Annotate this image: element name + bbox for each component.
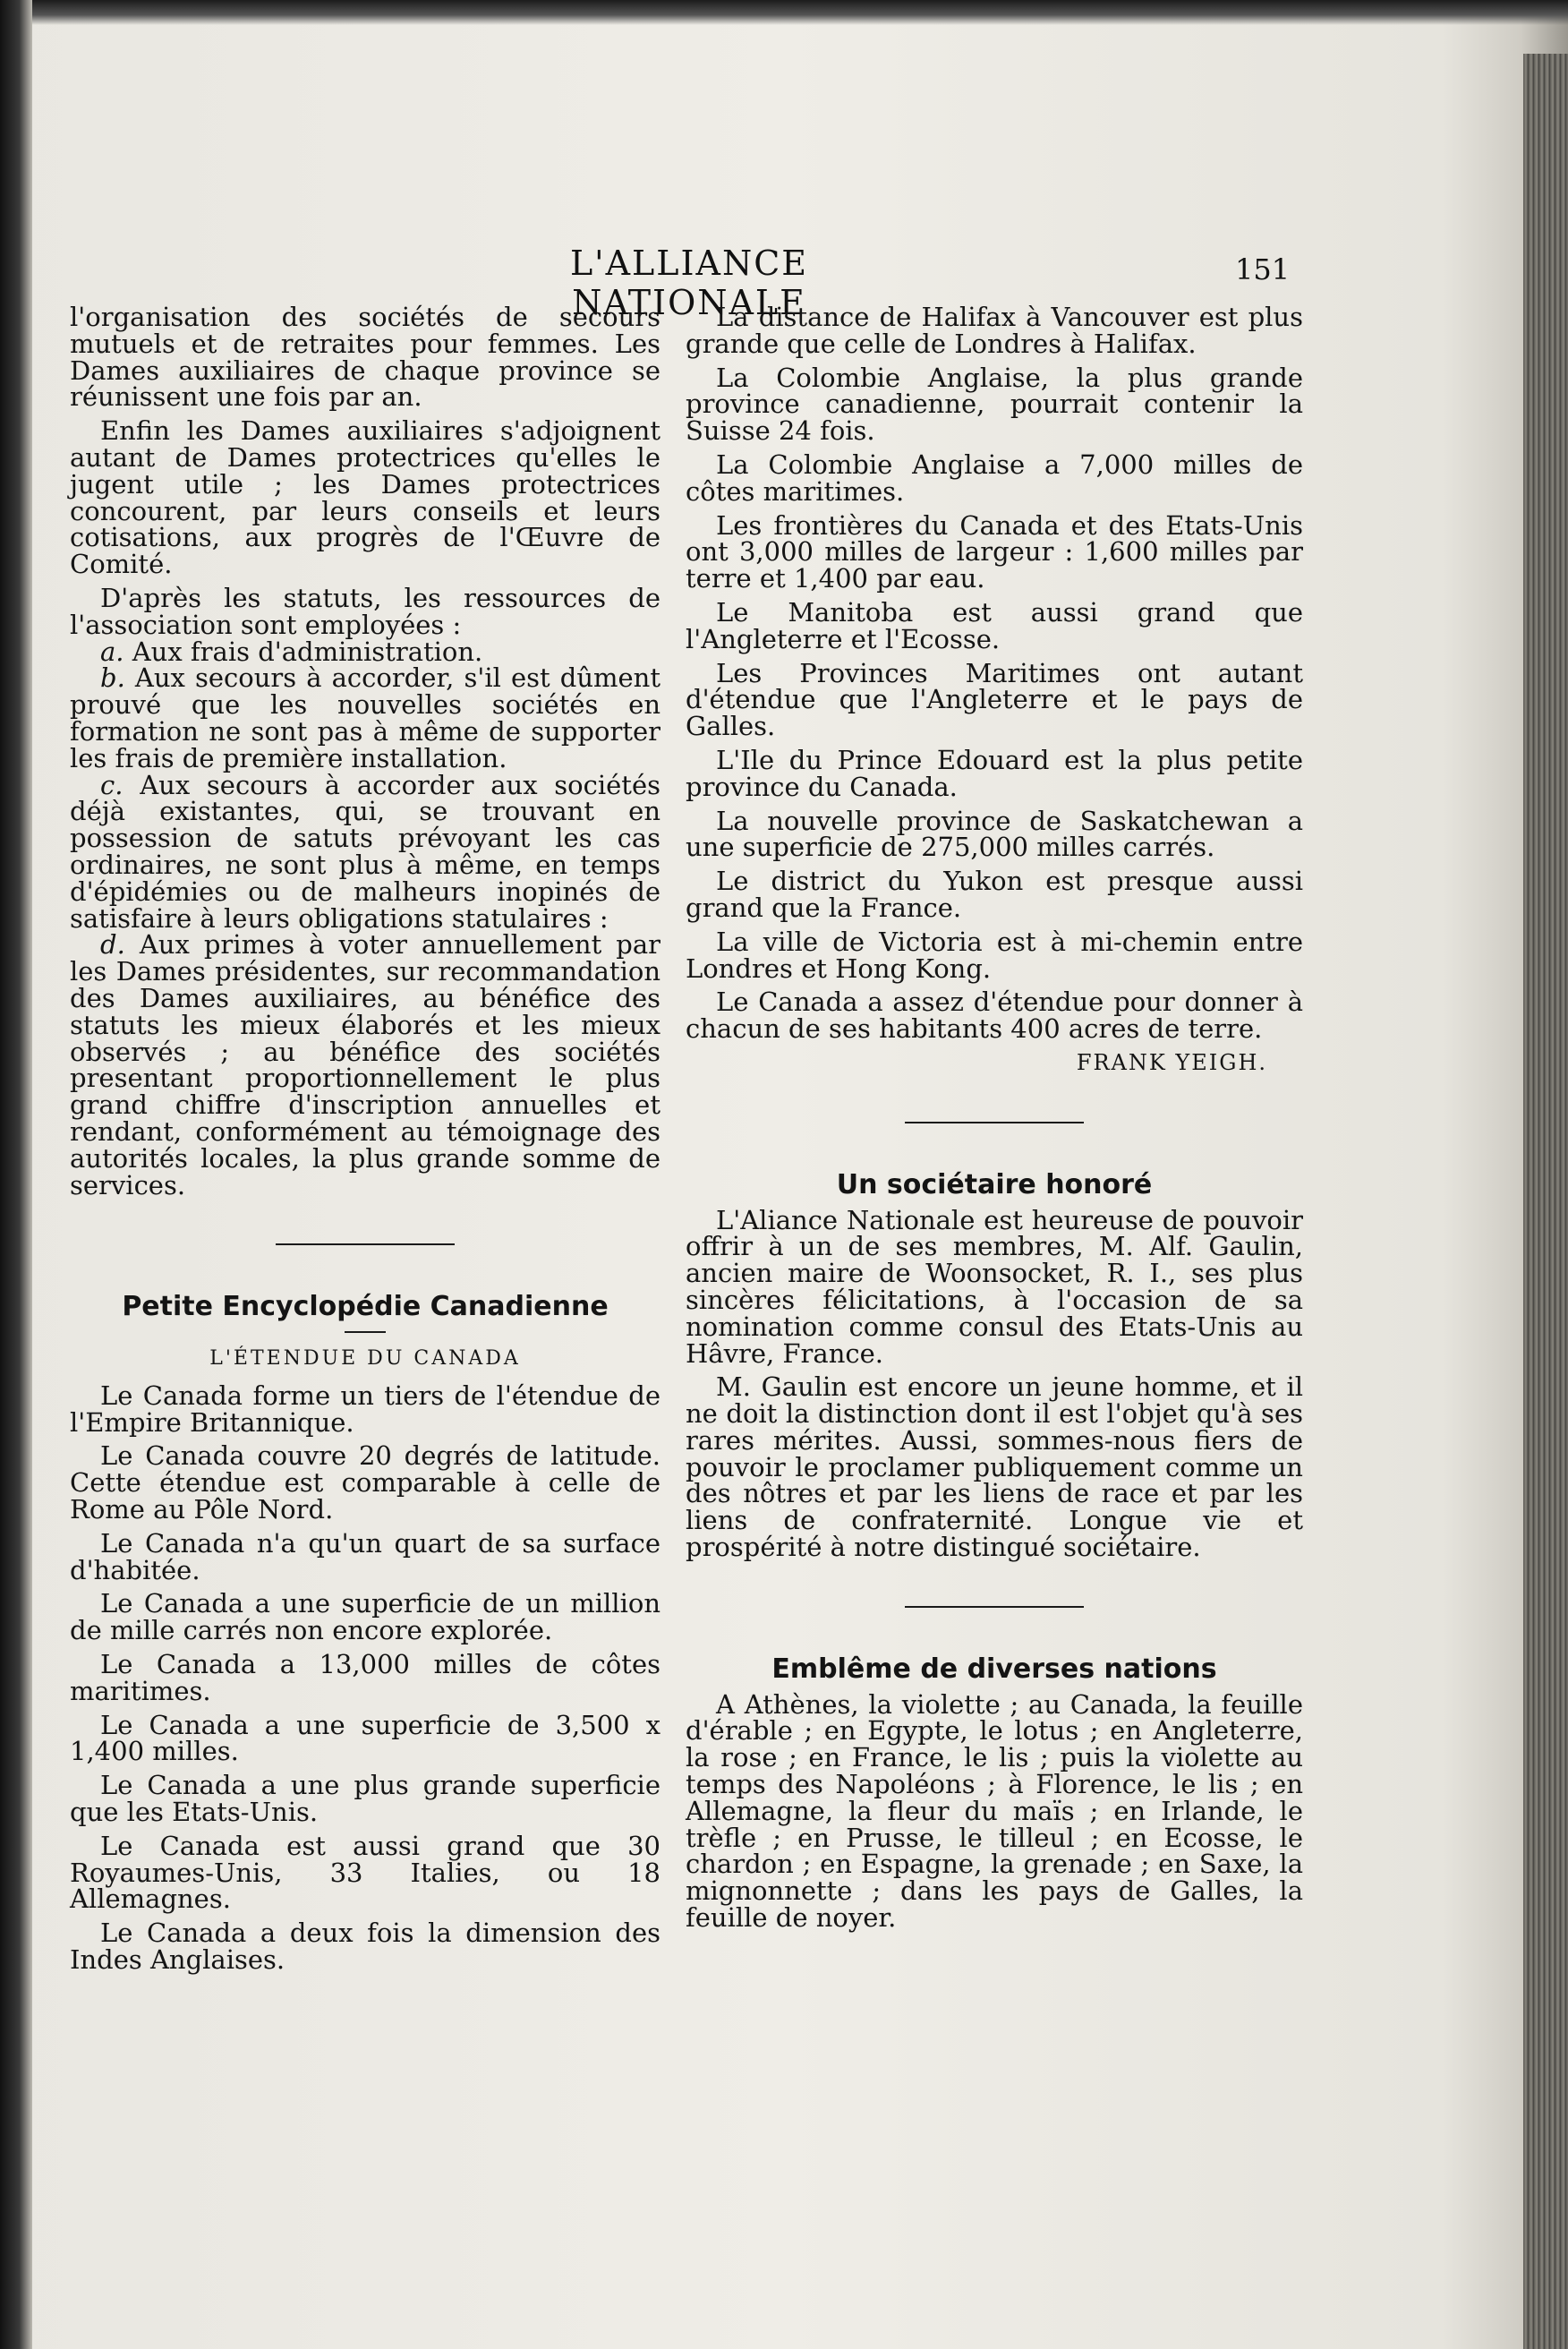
section-divider bbox=[905, 1606, 1084, 1608]
fact-paragraph: L'Ile du Prince Edouard est la plus petite province du Canada. bbox=[686, 744, 1303, 802]
list-item bbox=[70, 929, 660, 1200]
fact-paragraph: Le Canada a une plus grande superficie que les Etats-Unis. bbox=[70, 1770, 660, 1828]
section-heading: Petite Encyclopédie Canadienne bbox=[122, 1291, 609, 1323]
right-column bbox=[686, 304, 1303, 1939]
fact-paragraph: La Colombie Anglaise, la plus grande province canadienne, pourrait contenir la Suisse 24 fois. bbox=[686, 362, 1303, 447]
fact-paragraph: Les Provinces Maritimes ont autant d'étendue que l'Angleterre et le pays de Galles. bbox=[686, 657, 1303, 742]
heading-divider bbox=[345, 1331, 386, 1333]
section-heading: Un sociétaire honoré bbox=[836, 1168, 1153, 1200]
paragraph: Enfin les Dames auxiliaires s'adjoignent autant de Dames protectrices qu'elles le jugent utile ; les Dames protectrices concourent, par leurs conseils et leurs cotisations, aux progrès de l'Œuvre de Comité. bbox=[70, 415, 660, 580]
fact-paragraph: Le Canada a une superficie de 3,500 x 1,400 milles. bbox=[70, 1709, 660, 1767]
fact-paragraph: Le Canada a une superficie de un million de mille carrés non encore explorée. bbox=[70, 1588, 660, 1646]
page-stack-edge bbox=[1523, 54, 1568, 2349]
fact-paragraph: Le Canada a assez d'étendue pour donner à chacun de ses habitants 400 acres de terre. bbox=[686, 987, 1303, 1045]
item-letter: c. bbox=[100, 769, 124, 800]
fact-paragraph: La nouvelle province de Saskatchewan a une superficie de 275,000 milles carrés. bbox=[686, 805, 1303, 863]
item-letter: b. bbox=[100, 662, 125, 694]
running-title: L'ALLIANCE NATIONALE bbox=[569, 243, 809, 322]
paragraph: D'après les statuts, les ressources de l'association sont employées : bbox=[70, 582, 660, 640]
list-item bbox=[70, 636, 660, 667]
list-item bbox=[70, 662, 661, 773]
fact-paragraph: Le Canada n'a qu'un quart de sa surface d'habitée. bbox=[70, 1527, 660, 1585]
section-heading: Emblême de diverses nations bbox=[771, 1653, 1217, 1685]
item-letter: d. bbox=[100, 929, 125, 961]
fact-paragraph: La distance de Halifax à Vancouver est plus grande que celle de Londres à Halifax. bbox=[686, 302, 1303, 359]
fact-paragraph: Le Canada couvre 20 degrés de latitude. Cette étendue est comparable à celle de Rome au Pôle Nord. bbox=[70, 1440, 660, 1525]
fact-paragraph: La ville de Victoria est à mi-chemin entre Londres et Hong Kong. bbox=[686, 926, 1303, 984]
list-item bbox=[70, 769, 661, 934]
paragraph: l'organisation des sociétés de secours mutuels et de retraites pour femmes. Les Dames auxiliaires de chaque province se réunissent une fois par an. bbox=[70, 302, 660, 413]
item-text: Aux primes à voter annuellement par les Dames présidentes, sur recommandation des Dames auxiliaires, au bénéfice des statuts les mieux élaborés et les mieux observés ; au bénéfice des sociétés presentant proportionnellement le plus grand chiffre d'inscription annuelles et rendant, conformément au témoignage des autorités locales, la plus grande somme de services. bbox=[70, 929, 660, 1200]
fact-paragraph: La Colombie Anglaise a 7,000 milles de côtes maritimes. bbox=[686, 448, 1303, 507]
item-text: Aux secours à accorder, s'il est dûment prouvé que les nouvelles sociétés en formation ne sont pas à même de supporter les frais de première installation. bbox=[70, 662, 661, 773]
author-signature: FRANK YEIGH. bbox=[1076, 1049, 1267, 1075]
fact-paragraph: Le Canada a 13,000 milles de côtes maritimes. bbox=[70, 1649, 660, 1706]
fact-paragraph: Les frontières du Canada et des Etats-Unis ont 3,000 milles de largeur : 1,600 milles par terre et 1,400 par eau. bbox=[686, 509, 1303, 594]
section-divider bbox=[276, 1243, 455, 1245]
fact-paragraph: Le Canada est aussi grand que 30 Royaumes-Unis, 33 Italies, ou 18 Allemagnes. bbox=[70, 1830, 660, 1915]
left-column bbox=[70, 304, 660, 1981]
item-letter: a. bbox=[100, 636, 124, 667]
item-text: Aux secours à accorder aux sociétés déjà existantes, qui, se trouvant en possession de satuts prévoyant les cas ordinaires, ne sont plus à même, en temps d'épidémies ou de malheurs inopinés de satisfaire à leurs obligations statulaires : bbox=[70, 769, 661, 934]
binding-edge bbox=[0, 0, 32, 2349]
page-number: 151 bbox=[1235, 252, 1291, 286]
paragraph: L'Aliance Nationale est heureuse de pouvoir offrir à un de ses membres, M. Alf. Gaulin, ancien maire de Woonsocket, R. I., ses plus sincères félicitations, à l'occasion de sa nomination comme consul des Etats-Unis au Hâvre, France. bbox=[686, 1204, 1303, 1369]
running-header bbox=[0, 243, 1568, 322]
paragraph: M. Gaulin est encore un jeune homme, et il ne doit la distinction dont il est l'objet qu'à ses rares mérites. Aussi, sommes-nous fiers de pouvoir le proclamer publiquement comme un des nôtres et par les liens de race et par les liens de confraternité. Longue vie et prospérité à notre distingué sociétaire. bbox=[686, 1371, 1303, 1563]
item-text: Aux frais d'administration. bbox=[132, 636, 483, 667]
paragraph: A Athènes, la violette ; au Canada, la feuille d'érable ; en Egypte, le lotus ; en Angleterre, la rose ; en France, le lis ; puis la violette au temps des Napoléons ; à Florence, le lis ; en Allemagne, la fleur du maïs ; en Irlande, le trèfle ; en Prusse, le tilleul ; en Ecosse, le chardon ; en Espagne, la grenade ; en Saxe, la mignonnette ; dans les pays de Galles, la feuille de noyer. bbox=[686, 1688, 1303, 1934]
fact-paragraph: Le district du Yukon est presque aussi grand que la France. bbox=[686, 866, 1303, 923]
page-top-shadow bbox=[0, 0, 1568, 25]
fact-paragraph: Le Canada forme un tiers de l'étendue de l'Empire Britannique. bbox=[70, 1380, 660, 1438]
section-divider bbox=[905, 1122, 1084, 1123]
fact-paragraph: Le Manitoba est aussi grand que l'Angleterre et l'Ecosse. bbox=[686, 596, 1303, 654]
section-subheading: L'ÉTENDUE DU CANADA bbox=[209, 1347, 521, 1371]
fact-paragraph: Le Canada a deux fois la dimension des Indes Anglaises. bbox=[70, 1918, 660, 1976]
